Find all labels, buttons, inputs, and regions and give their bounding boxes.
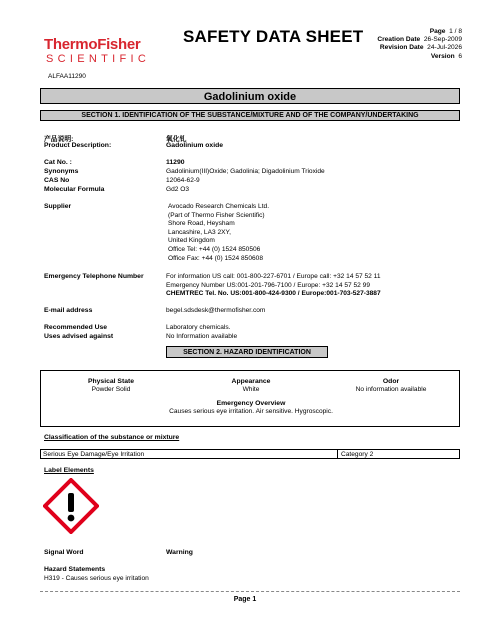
emergency-line: CHEMTREC Tel. No. US:001-800-424-9300 / Europe:001-703-527-3887 — [166, 290, 381, 298]
section1-heading: SECTION 1. IDENTIFICATION OF THE SUBSTANCE/MIXTURE AND OF THE COMPANY/UNDERTAKING — [40, 110, 460, 121]
emergency-line: Emergency Number US:001-201-796-7100 / Europe: +32 14 57 52 99 — [166, 281, 370, 289]
supplier-label: Supplier — [44, 203, 72, 210]
supplier-line: Shore Road, Heysham — [168, 220, 235, 228]
document-title: SAFETY DATA SHEET — [183, 27, 364, 46]
emergency-overview-label: Emergency Overview — [216, 400, 286, 407]
hazard-statement-h319: H319 - Causes serious eye irritation — [44, 575, 149, 582]
brand-logo-sub: SCIENTIFIC — [46, 53, 151, 65]
section2-heading: SECTION 2. HAZARD IDENTIFICATION — [166, 346, 328, 358]
cat-no-value: 11290 — [166, 159, 185, 166]
signal-word-label: Signal Word — [44, 549, 84, 556]
hazard-statements-label: Hazard Statements — [44, 566, 106, 573]
classification-category-cell: Category 2 — [341, 451, 374, 458]
cas-label: CAS No — [44, 177, 70, 184]
recommended-use-label: Recommended Use — [44, 324, 108, 331]
cat-no-label: Cat No. : — [44, 159, 72, 166]
physical-state-label: Physical State — [87, 378, 135, 385]
product-name-banner: Gadolinium oxide — [40, 88, 460, 104]
revision-date-label: Revision Date — [379, 44, 424, 52]
supplier-address — [168, 203, 269, 263]
cas-value: 12064-62-9 — [166, 177, 200, 184]
email-label: E-mail address — [44, 307, 93, 314]
odor-value: No information available — [355, 386, 427, 393]
version-label: Version — [430, 52, 455, 60]
formula-value: Gd2 O3 — [166, 186, 190, 193]
version-value: 6 — [458, 52, 462, 60]
exclamation-pictogram-icon — [43, 478, 99, 534]
hazard-overview-box — [40, 370, 460, 427]
page-label: Page — [429, 28, 446, 35]
classification-table — [40, 449, 460, 459]
appearance-value: White — [242, 386, 260, 393]
email-value[interactable]: begel.sdsdesk@thermofisher.com — [166, 307, 266, 314]
supplier-line: United Kingdom — [168, 237, 215, 245]
emergency-phone-label: Emergency Telephone Number — [44, 273, 144, 280]
classification-divider — [337, 450, 338, 458]
emergency-overview-value: Causes serious eye irritation. Air sensitive. Hygroscopic. — [169, 408, 333, 415]
appearance-label: Appearance — [231, 378, 271, 385]
brand-logo: ThermoFisher — [44, 36, 141, 53]
odor-label: Odor — [382, 378, 400, 385]
cn-product-label: 产品说明: — [44, 136, 74, 143]
creation-date-value: 26-Sep-2009 — [423, 36, 462, 44]
cn-product-value: 氧化钆 — [166, 136, 187, 143]
footer-divider — [40, 591, 460, 592]
product-description-value: Gadolinium oxide — [166, 142, 224, 149]
document-code: ALFAA11290 — [48, 73, 86, 80]
document-meta — [377, 28, 462, 61]
classification-hazard-cell: Serious Eye Damage/Eye Irritation — [43, 451, 145, 458]
classification-heading: Classification of the substance or mixture — [44, 434, 180, 441]
creation-date-label: Creation Date — [377, 36, 421, 44]
uses-advised-against-label: Uses advised against — [44, 333, 114, 340]
supplier-line: Avocado Research Chemicals Ltd. — [168, 203, 270, 210]
formula-label: Molecular Formula — [44, 186, 105, 193]
supplier-line: Office Tel: +44 (0) 1524 850506 — [168, 245, 261, 253]
signal-word-value: Warning — [166, 549, 193, 556]
supplier-line: Office Fax: +44 (0) 1524 850608 — [168, 254, 264, 262]
footer-page-number: Page 1 — [233, 596, 257, 603]
synonyms-value: Gadolinium(III)Oxide; Gadolinia; Digadolinium Trioxide — [166, 168, 325, 175]
emergency-line: For information US call: 001-800-227-6701 / Europe call: +32 14 57 52 11 — [166, 273, 381, 280]
physical-state-value: Powder Solid — [91, 386, 131, 393]
revision-date-value: 24-Jul-2026 — [427, 44, 462, 52]
supplier-line: (Part of Thermo Fisher Scientific) — [168, 211, 265, 219]
label-elements-heading: Label Elements — [44, 467, 94, 474]
synonyms-label: Synonyms — [44, 168, 79, 175]
emergency-phone-values — [166, 273, 381, 299]
uses-advised-against-value: No Information available — [166, 333, 238, 340]
product-description-label: Product Description: — [44, 142, 112, 149]
supplier-line: Lancashire, LA3 2XY, — [168, 228, 231, 236]
page-value: 1 / 8 — [449, 28, 462, 35]
recommended-use-value: Laboratory chemicals. — [166, 324, 231, 331]
